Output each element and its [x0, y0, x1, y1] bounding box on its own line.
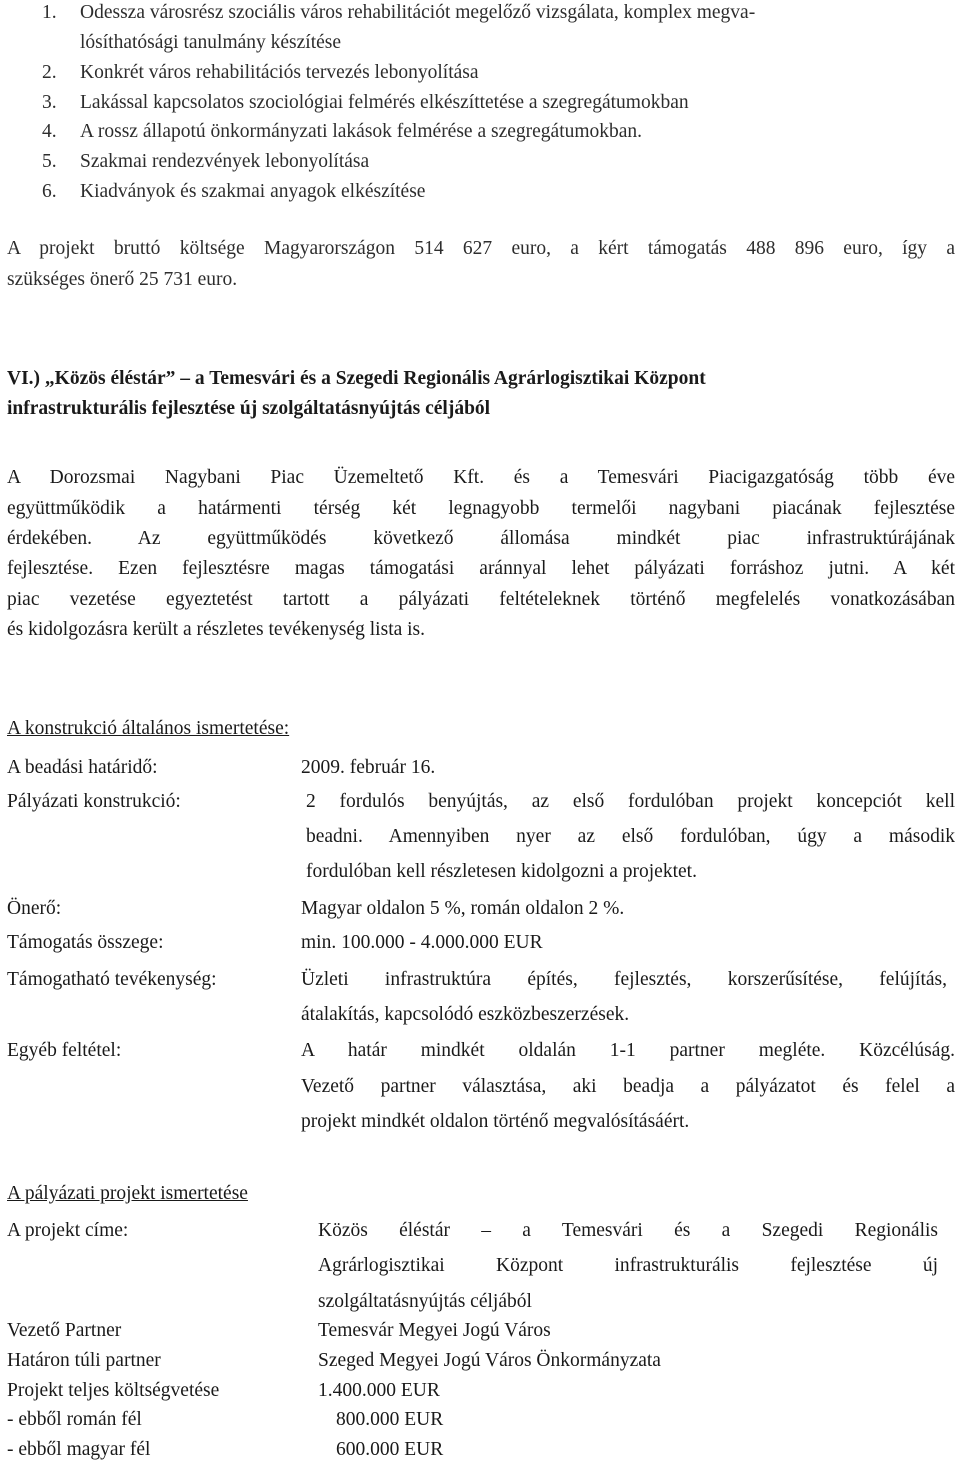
construction-label: Támogatható tevékenység: [7, 969, 217, 990]
section-paragraph-line: együttműködik a határmenti térség két legnagyobb termelői nagybani piacának fejlesztése [7, 498, 955, 519]
list-item-text: Konkrét város rehabilitációs tervezés lebonyolítása [80, 62, 479, 83]
construction-value: A határ mindkét oldalán 1-1 partner megléte. Közcélúság. [301, 1040, 955, 1061]
list-item-text: Kiadványok és szakmai anyagok elkészítése [80, 181, 426, 202]
project-label: - ebből magyar fél [7, 1439, 151, 1460]
construction-label: Önerő: [7, 898, 62, 919]
project-value: szolgáltatásnyújtás céljából [318, 1291, 532, 1312]
project-value: 1.400.000 EUR [318, 1380, 440, 1401]
project-value: Temesvár Megyei Jogú Város [318, 1320, 551, 1341]
construction-value: fordulóban kell részletesen kidolgozni a projektet. [306, 861, 697, 882]
section-paragraph-line: piac vezetése egyeztetést tartott a pályázati feltételeknek történő megfelelés vonatkozásában [7, 589, 955, 610]
project-title: A pályázati projekt ismertetése [7, 1183, 248, 1204]
project-value: Közös éléstár – a Temesvári és a Szegedi Regionális [318, 1220, 938, 1241]
list-item-number: 4. [42, 121, 57, 142]
project-label: Projekt teljes költségvetése [7, 1380, 220, 1401]
list-item-text: A rossz állapotú önkormányzati lakások felmérése a szegregátumokban. [80, 121, 643, 142]
construction-value: átalakítás, kapcsolódó eszközbeszerzések. [301, 1004, 630, 1025]
project-value: Agrárlogisztikai Központ infrastrukturális fejlesztése új [318, 1255, 938, 1276]
list-item-number: 1. [42, 2, 57, 23]
list-item-number: 3. [42, 92, 57, 113]
section-paragraph-line: és kidolgozásra került a részletes tevékenység lista is. [7, 619, 426, 640]
list-item-number: 6. [42, 181, 57, 202]
list-item-number: 2. [42, 62, 57, 83]
construction-value: beadni. Amennyiben nyer az első fordulóban, úgy a második [306, 826, 955, 847]
construction-value: min. 100.000 - 4.000.000 EUR [301, 932, 543, 953]
list-item-continuation: lósíthatósági tanulmány készítése [80, 32, 342, 53]
construction-label: Támogatás összege: [7, 932, 164, 953]
construction-value: projekt mindkét oldalon történő megvalósításáért. [301, 1111, 690, 1132]
project-label: Határon túli partner [7, 1350, 161, 1371]
construction-label: Egyéb feltétel: [7, 1040, 122, 1061]
budget-paragraph-line: szükséges önerő 25 731 euro. [7, 269, 238, 290]
list-item-text: Szakmai rendezvények lebonyolítása [80, 151, 370, 172]
list-item-number: 5. [42, 151, 57, 172]
project-label: - ebből román fél [7, 1409, 142, 1430]
construction-value: Üzleti infrastruktúra építés, fejlesztés, korszerűsítése, felújítás, [301, 969, 947, 990]
section-paragraph-line: fejlesztése. Ezen fejlesztésre magas támogatási aránnyal lehet pályázati forráshoz jutni. A két [7, 558, 955, 579]
project-label: Vezető Partner [7, 1320, 122, 1341]
construction-title: A konstrukció általános ismertetése: [7, 718, 290, 739]
project-value: Szeged Megyei Jogú Város Önkormányzata [318, 1350, 661, 1371]
budget-paragraph-line: A projekt bruttó költsége Magyarországon 514 627 euro, a kért támogatás 488 896 euro, így a [7, 238, 955, 259]
construction-label: Pályázati konstrukció: [7, 791, 181, 812]
section-paragraph-line: érdekében. Az együttműködés következő állomása mindkét piac infrastruktúrájának [7, 528, 955, 549]
section-heading: VI.) „Közös éléstár” – a Temesvári és a Szegedi Regionális Agrárlogisztikai Központ [7, 368, 706, 389]
construction-value: Vezető partner választása, aki beadja a pályázatot és felel a [301, 1076, 955, 1097]
construction-value: 2009. február 16. [301, 757, 436, 778]
project-value: 600.000 EUR [336, 1439, 444, 1460]
project-value: 800.000 EUR [336, 1409, 444, 1430]
list-item-text: Odessza városrész szociális város rehabilitációt megelőző vizsgálata, komplex megva- [80, 2, 756, 23]
construction-value: 2 fordulós benyújtás, az első fordulóban projekt koncepciót kell [306, 791, 955, 812]
project-label: A projekt címe: [7, 1220, 129, 1241]
construction-label: A beadási határidő: [7, 757, 158, 778]
construction-value: Magyar oldalon 5 %, román oldalon 2 %. [301, 898, 625, 919]
section-paragraph-line: A Dorozsmai Nagybani Piac Üzemeltető Kft. és a Temesvári Piacigazgatóság több éve [7, 467, 955, 488]
list-item-text: Lakással kapcsolatos szociológiai felmérés elkészíttetése a szegregátumokban [80, 92, 689, 113]
section-heading: infrastrukturális fejlesztése új szolgáltatásnyújtás céljából [7, 398, 491, 419]
